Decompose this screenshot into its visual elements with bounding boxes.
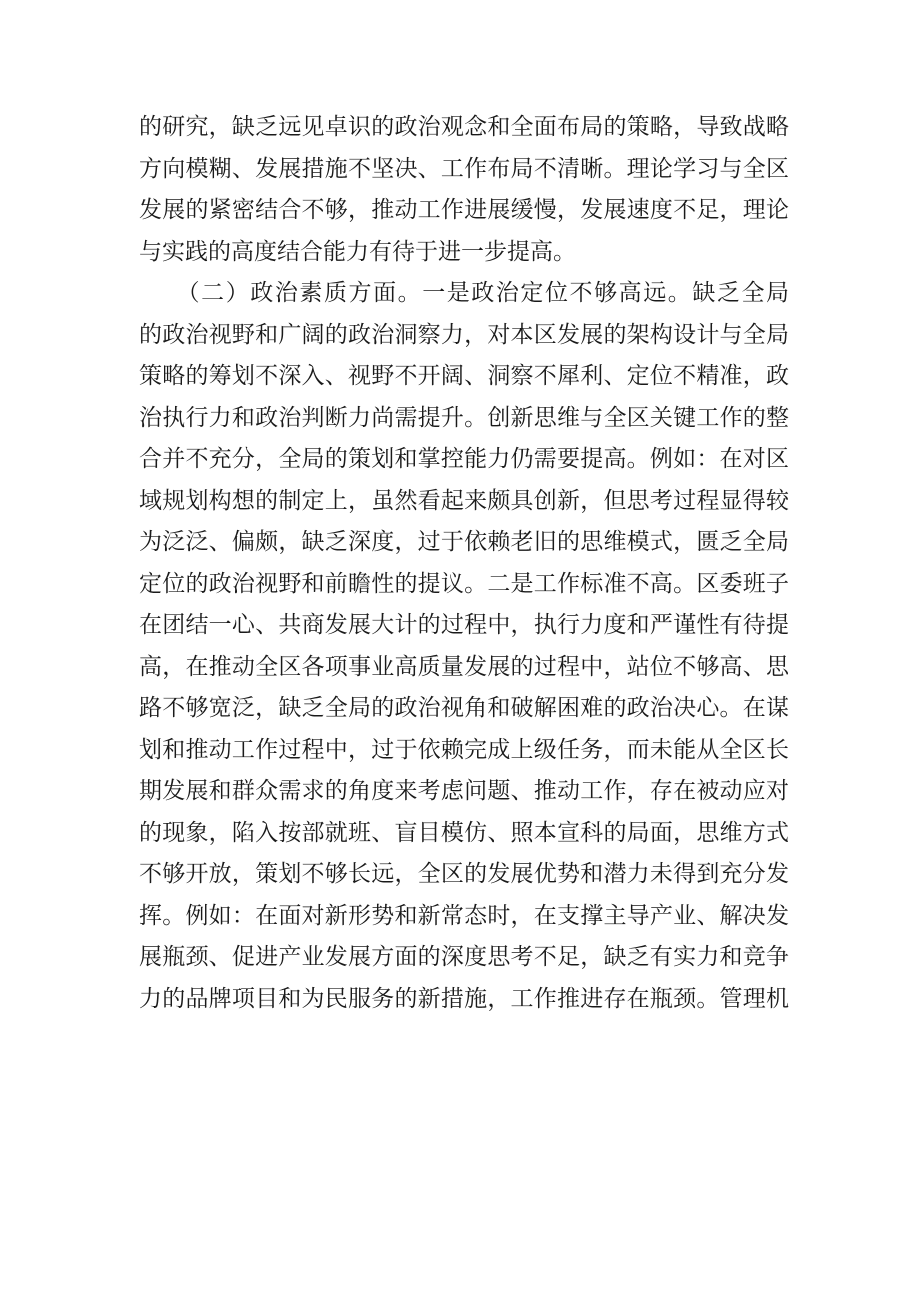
text-line-22: 力的品牌项目和为民服务的新措施，工作推进存在瓶颈。管理机 [139, 985, 789, 1012]
text-line-4: 与实践的高度结合能力有待于进一步提高。 [139, 238, 576, 265]
text-line-21: 展瓶颈、促进产业发展方面的深度思考不足，缺乏有实力和竞争 [139, 944, 789, 970]
text-line-19: 不够开放，策划不够长远，全区的发展优势和潜力未得到充分发 [139, 861, 789, 887]
text-line-11: 为泛泛、偏颇，缺乏深度，过于依赖老旧的思维模式，匮乏全局 [139, 529, 789, 555]
text-line-20: 挥。例如：在面对新形势和新常态时，在支撑主导产业、解决发 [139, 902, 789, 929]
text-line-13: 在团结一心、共商发展大计的过程中，执行力度和严谨性有待提 [139, 612, 789, 638]
text-line-16: 划和推动工作过程中，过于依赖完成上级任务，而未能从全区长 [139, 736, 789, 763]
text-line-17: 期发展和群众需求的角度来考虑问题、推动工作，存在被动应对 [139, 778, 789, 804]
text-line-1: 的研究，缺乏远见卓识的政治观念和全面布局的策略，导致战略 [139, 114, 789, 140]
text-line-5: （二）政治素质方面。一是政治定位不够高远。缺乏全局 [139, 280, 789, 306]
text-line-12: 定位的政治视野和前瞻性的提议。二是工作标准不高。区委班子 [139, 570, 789, 597]
text-line-10: 域规划构想的制定上，虽然看起来颇具创新，但思考过程显得较 [139, 487, 789, 514]
text-line-2: 方向模糊、发展措施不坚决、工作布局不清晰。理论学习与全区 [139, 155, 789, 182]
body-text [139, 107, 789, 1020]
text-line-9: 合并不充分，全局的策划和掌控能力仍需要提高。例如：在对区 [139, 446, 789, 472]
text-line-6: 的政治视野和广阔的政治洞察力，对本区发展的架构设计与全局 [139, 321, 789, 348]
text-line-8: 治执行力和政治判断力尚需提升。创新思维与全区关键工作的整 [139, 404, 789, 431]
text-line-3: 发展的紧密结合不够，推动工作进展缓慢，发展速度不足，理论 [139, 197, 789, 223]
text-line-18: 的现象，陷入按部就班、盲目模仿、照本宣科的局面，思维方式 [139, 819, 789, 846]
text-line-14: 高，在推动全区各项事业高质量发展的过程中，站位不够高、思 [139, 653, 789, 680]
text-line-7: 策略的筹划不深入、视野不开阔、洞察不犀利、定位不精准，政 [139, 363, 789, 389]
text-line-15: 路不够宽泛，缺乏全局的政治视角和破解困难的政治决心。在谋 [139, 695, 789, 721]
